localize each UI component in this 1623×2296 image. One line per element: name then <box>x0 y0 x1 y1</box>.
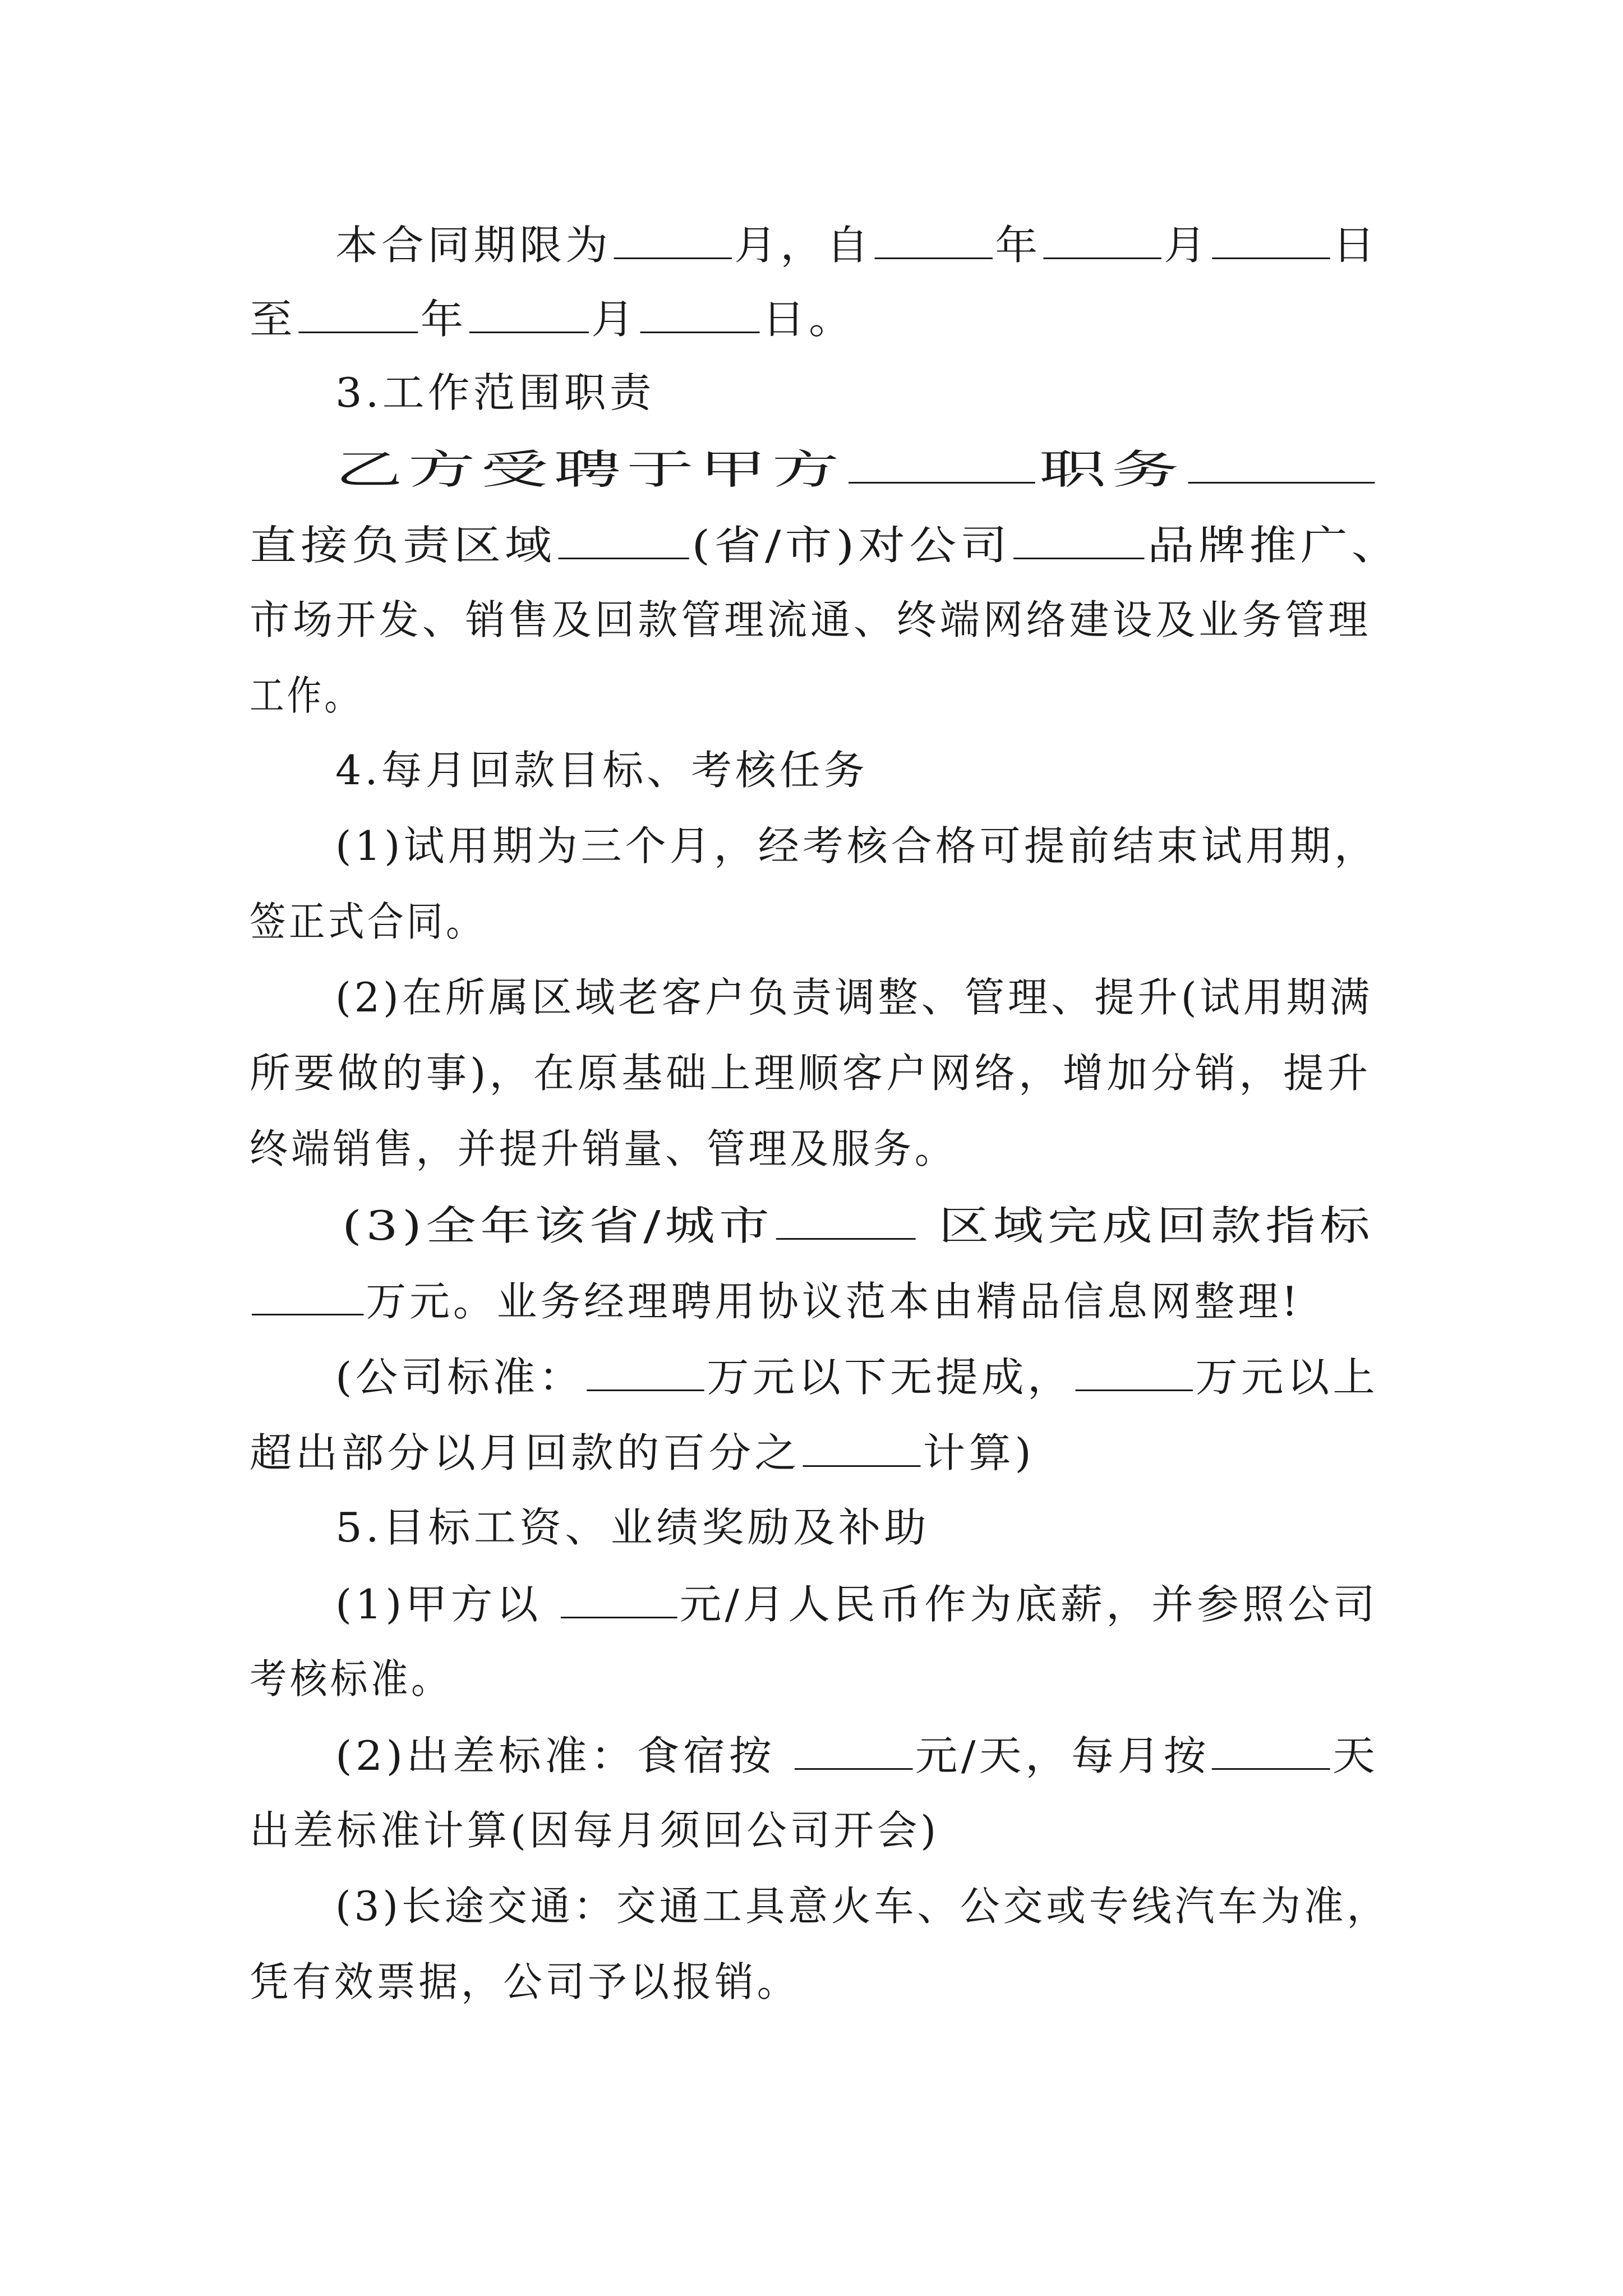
text-line <box>250 668 362 724</box>
text-line <box>335 1499 930 1556</box>
line-text: (1)甲方以 <box>335 1581 559 1628</box>
line-text: (省/市)对公司 <box>691 522 1012 569</box>
text-line <box>250 894 485 950</box>
line-text: 万元以上 <box>1195 1354 1379 1401</box>
fill-in-blank[interactable] <box>849 440 1035 484</box>
line-text: 元/天，每月按 <box>915 1732 1210 1779</box>
text-line <box>342 1197 1374 1254</box>
line-text: 万元。业务经理聘用协议范本由精品信息网整理! <box>366 1278 1301 1325</box>
line-text: 区域完成回款指标 <box>918 1202 1375 1249</box>
fill-in-blank[interactable] <box>1212 216 1330 259</box>
fill-in-blank[interactable] <box>803 1424 921 1467</box>
text-line <box>335 818 1378 874</box>
line-text: 5.目标工资、业绩奖励及补助 <box>335 1504 930 1551</box>
line-text: 计算) <box>923 1429 1035 1476</box>
line-text: 至 <box>250 296 297 343</box>
line-text: 终端销售，并提升销量、管理及服务。 <box>250 1125 957 1172</box>
text-line <box>250 1121 956 1177</box>
line-text: 所要做的事)，在原基础上理顺客户网络，增加分销，提升 <box>250 1050 1372 1097</box>
line-text: 签正式合同。 <box>250 898 486 945</box>
line-text: (3)全年该省/城市 <box>342 1202 774 1249</box>
line-text: 年 <box>995 222 1041 269</box>
text-line <box>335 1348 1378 1405</box>
line-text: 天 <box>1332 1732 1379 1779</box>
line-text: 日 <box>1332 222 1379 269</box>
line-text: 月 <box>1164 222 1210 269</box>
text-line <box>335 216 1378 273</box>
text-line <box>335 742 868 798</box>
text-line <box>335 1727 1378 1784</box>
fill-in-blank[interactable] <box>640 290 760 333</box>
fill-in-blank[interactable] <box>875 216 993 259</box>
line-text: 职务 <box>1039 446 1185 493</box>
fill-in-blank[interactable] <box>1076 1348 1193 1391</box>
text-line <box>335 365 655 421</box>
line-text: (1)试用期为三个月，经考核合格可提前结束试用期， <box>335 822 1378 869</box>
fill-in-blank[interactable] <box>1212 1727 1330 1770</box>
line-text: 元/月人民币作为底薪，并参照公司 <box>679 1581 1379 1628</box>
fill-in-blank[interactable] <box>1188 440 1375 484</box>
line-text: 月，自 <box>734 222 873 269</box>
fill-in-blank[interactable] <box>561 1575 677 1618</box>
line-text: 凭有效票据，公司予以报销。 <box>250 1958 800 2005</box>
text-line <box>335 440 1378 498</box>
text-line <box>250 1651 451 1707</box>
fill-in-blank[interactable] <box>469 290 589 333</box>
text-line <box>250 1802 939 1858</box>
line-text: 市场开发、销售及回款管理流通、终端网络建设及业务管理 <box>250 596 1372 643</box>
line-text: (公司标准： <box>335 1354 585 1401</box>
line-text: 日。 <box>762 296 856 343</box>
line-text: 直接负责区域 <box>250 522 556 569</box>
line-text: 出差标准计算(因每月须回公司开会) <box>250 1807 940 1854</box>
text-line <box>250 1424 1035 1481</box>
text-line <box>250 516 1403 573</box>
line-text: 万元以下无提成， <box>706 1354 1073 1401</box>
text-line <box>250 290 855 347</box>
line-text: 品牌推广、 <box>1147 522 1403 569</box>
text-line <box>250 1954 799 2010</box>
fill-in-blank[interactable] <box>298 290 418 333</box>
line-text: 3.工作范围职责 <box>335 369 655 416</box>
fill-in-blank[interactable] <box>1043 216 1161 259</box>
fill-in-blank[interactable] <box>1014 516 1145 559</box>
fill-in-blank[interactable] <box>795 1727 913 1770</box>
line-text: 本合同期限为 <box>335 222 612 269</box>
fill-in-blank[interactable] <box>252 1272 363 1315</box>
line-text: 4.每月回款目标、考核任务 <box>335 747 868 794</box>
line-text: 月 <box>591 296 638 343</box>
fill-in-blank[interactable] <box>559 516 689 559</box>
text-line <box>250 1045 1371 1101</box>
fill-in-blank[interactable] <box>587 1348 704 1391</box>
line-text: 工作。 <box>250 672 362 719</box>
text-line <box>335 1878 1390 1934</box>
line-text: 年 <box>420 296 467 343</box>
line-text: 考核标准。 <box>250 1655 452 1703</box>
text-line <box>250 1272 1301 1329</box>
text-line <box>335 1575 1378 1632</box>
line-text: (3)长途交通：交通工具意火车、公交或专线汽车为准， <box>335 1883 1390 1930</box>
fill-in-blank[interactable] <box>776 1197 916 1240</box>
line-text: (2)出差标准：食宿按 <box>335 1732 792 1779</box>
text-line <box>335 969 1373 1025</box>
line-text: (2)在所属区域老客户负责调整、管理、提升(试用期满 <box>335 974 1373 1021</box>
line-text: 乙方受聘于甲方 <box>335 446 845 493</box>
line-text: 超出部分以月回款的百分之 <box>250 1429 801 1476</box>
text-line <box>250 592 1371 648</box>
fill-in-blank[interactable] <box>614 216 732 259</box>
